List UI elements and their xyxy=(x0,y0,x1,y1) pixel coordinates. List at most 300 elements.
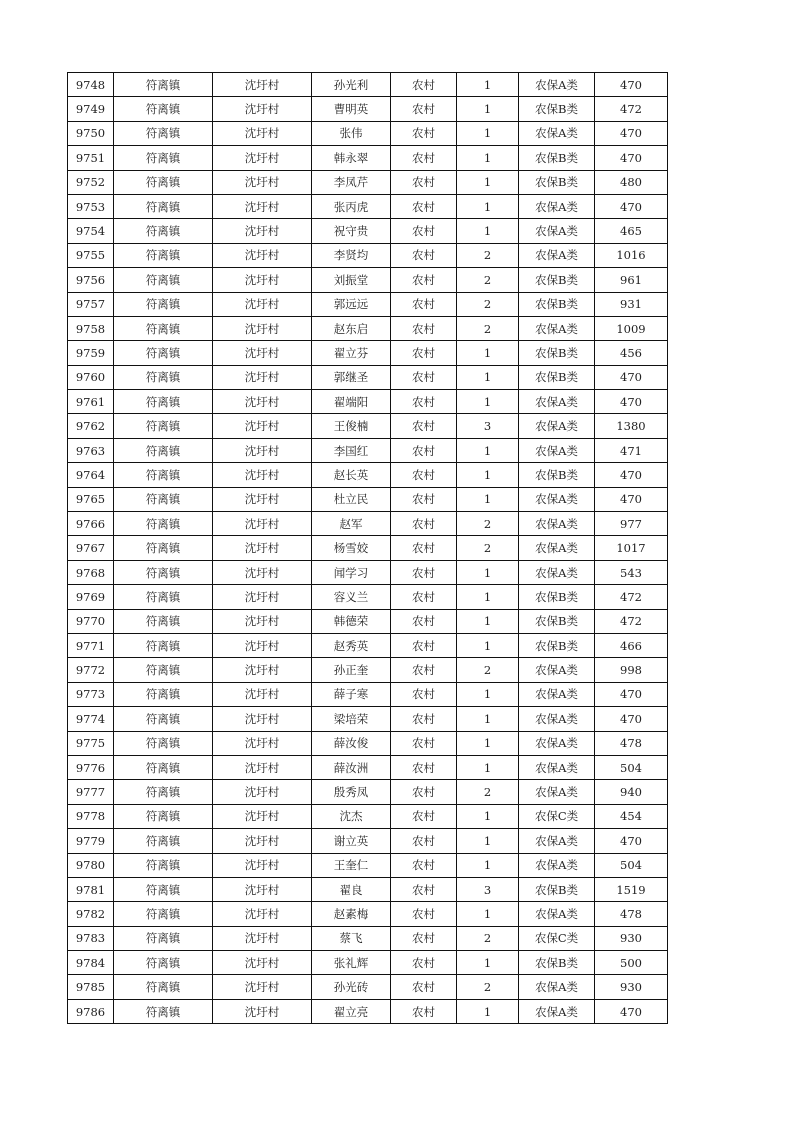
person-name-cell: 薛汝洲 xyxy=(312,755,391,779)
village-cell: 沈圩村 xyxy=(213,121,312,145)
person-name-cell: 赵素梅 xyxy=(312,902,391,926)
area-type-cell: 农村 xyxy=(391,902,457,926)
insurance-category-cell: 农保A类 xyxy=(519,194,595,218)
household-size-cell: 2 xyxy=(457,536,519,560)
amount-cell: 998 xyxy=(595,658,668,682)
town-cell: 符离镇 xyxy=(114,219,213,243)
row-number-cell: 9749 xyxy=(68,97,114,121)
row-number-cell: 9773 xyxy=(68,682,114,706)
town-cell: 符离镇 xyxy=(114,73,213,97)
household-size-cell: 1 xyxy=(457,829,519,853)
amount-cell: 1519 xyxy=(595,877,668,901)
row-number-cell: 9763 xyxy=(68,438,114,462)
insurance-category-cell: 农保A类 xyxy=(519,243,595,267)
person-name-cell: 郭远远 xyxy=(312,292,391,316)
person-name-cell: 李凤芹 xyxy=(312,170,391,194)
table-row xyxy=(68,999,668,1023)
table-row xyxy=(68,487,668,511)
amount-cell: 466 xyxy=(595,633,668,657)
table-row xyxy=(68,975,668,999)
table-row xyxy=(68,951,668,975)
area-type-cell: 农村 xyxy=(391,365,457,389)
household-size-cell: 1 xyxy=(457,560,519,584)
person-name-cell: 薛汝俊 xyxy=(312,731,391,755)
table-row xyxy=(68,438,668,462)
person-name-cell: 张丙虎 xyxy=(312,194,391,218)
insurance-category-cell: 农保A类 xyxy=(519,829,595,853)
table-row xyxy=(68,73,668,97)
area-type-cell: 农村 xyxy=(391,585,457,609)
town-cell: 符离镇 xyxy=(114,365,213,389)
row-number-cell: 9755 xyxy=(68,243,114,267)
amount-cell: 478 xyxy=(595,731,668,755)
town-cell: 符离镇 xyxy=(114,731,213,755)
household-size-cell: 1 xyxy=(457,633,519,657)
insurance-category-cell: 农保B类 xyxy=(519,268,595,292)
person-name-cell: 杨雪姣 xyxy=(312,536,391,560)
insurance-category-cell: 农保A类 xyxy=(519,731,595,755)
household-size-cell: 1 xyxy=(457,170,519,194)
person-name-cell: 刘振堂 xyxy=(312,268,391,292)
town-cell: 符离镇 xyxy=(114,268,213,292)
insurance-category-cell: 农保A类 xyxy=(519,438,595,462)
village-cell: 沈圩村 xyxy=(213,902,312,926)
amount-cell: 930 xyxy=(595,926,668,950)
area-type-cell: 农村 xyxy=(391,536,457,560)
area-type-cell: 农村 xyxy=(391,633,457,657)
amount-cell: 504 xyxy=(595,853,668,877)
row-number-cell: 9750 xyxy=(68,121,114,145)
person-name-cell: 孙光利 xyxy=(312,73,391,97)
village-cell: 沈圩村 xyxy=(213,292,312,316)
row-number-cell: 9777 xyxy=(68,780,114,804)
row-number-cell: 9761 xyxy=(68,390,114,414)
insurance-category-cell: 农保A类 xyxy=(519,902,595,926)
area-type-cell: 农村 xyxy=(391,804,457,828)
insurance-category-cell: 农保B类 xyxy=(519,951,595,975)
household-size-cell: 1 xyxy=(457,390,519,414)
area-type-cell: 农村 xyxy=(391,731,457,755)
row-number-cell: 9775 xyxy=(68,731,114,755)
household-size-cell: 1 xyxy=(457,97,519,121)
table-row xyxy=(68,902,668,926)
town-cell: 符离镇 xyxy=(114,463,213,487)
town-cell: 符离镇 xyxy=(114,146,213,170)
amount-cell: 470 xyxy=(595,73,668,97)
insurance-category-cell: 农保A类 xyxy=(519,316,595,340)
household-size-cell: 2 xyxy=(457,975,519,999)
table-row xyxy=(68,146,668,170)
town-cell: 符离镇 xyxy=(114,316,213,340)
village-cell: 沈圩村 xyxy=(213,731,312,755)
town-cell: 符离镇 xyxy=(114,707,213,731)
row-number-cell: 9757 xyxy=(68,292,114,316)
amount-cell: 470 xyxy=(595,194,668,218)
amount-cell: 977 xyxy=(595,512,668,536)
amount-cell: 500 xyxy=(595,951,668,975)
amount-cell: 1016 xyxy=(595,243,668,267)
table-row xyxy=(68,731,668,755)
person-name-cell: 赵军 xyxy=(312,512,391,536)
area-type-cell: 农村 xyxy=(391,780,457,804)
household-size-cell: 1 xyxy=(457,365,519,389)
village-cell: 沈圩村 xyxy=(213,463,312,487)
town-cell: 符离镇 xyxy=(114,633,213,657)
insurance-category-cell: 农保C类 xyxy=(519,926,595,950)
row-number-cell: 9767 xyxy=(68,536,114,560)
table-row xyxy=(68,658,668,682)
insurance-category-cell: 农保A类 xyxy=(519,512,595,536)
household-size-cell: 1 xyxy=(457,999,519,1023)
area-type-cell: 农村 xyxy=(391,512,457,536)
person-name-cell: 王俊楠 xyxy=(312,414,391,438)
amount-cell: 470 xyxy=(595,829,668,853)
village-cell: 沈圩村 xyxy=(213,73,312,97)
person-name-cell: 殷秀凤 xyxy=(312,780,391,804)
amount-cell: 470 xyxy=(595,390,668,414)
amount-cell: 471 xyxy=(595,438,668,462)
person-name-cell: 翟端阳 xyxy=(312,390,391,414)
area-type-cell: 农村 xyxy=(391,219,457,243)
insurance-category-cell: 农保B类 xyxy=(519,292,595,316)
person-name-cell: 祝守贵 xyxy=(312,219,391,243)
amount-cell: 480 xyxy=(595,170,668,194)
amount-cell: 1009 xyxy=(595,316,668,340)
village-cell: 沈圩村 xyxy=(213,341,312,365)
household-size-cell: 2 xyxy=(457,780,519,804)
insurance-category-cell: 农保B类 xyxy=(519,170,595,194)
village-cell: 沈圩村 xyxy=(213,97,312,121)
table-row xyxy=(68,194,668,218)
village-cell: 沈圩村 xyxy=(213,438,312,462)
person-name-cell: 赵东启 xyxy=(312,316,391,340)
area-type-cell: 农村 xyxy=(391,438,457,462)
town-cell: 符离镇 xyxy=(114,292,213,316)
row-number-cell: 9752 xyxy=(68,170,114,194)
person-name-cell: 张伟 xyxy=(312,121,391,145)
person-name-cell: 蔡飞 xyxy=(312,926,391,950)
table-row xyxy=(68,292,668,316)
household-size-cell: 3 xyxy=(457,414,519,438)
table-row xyxy=(68,463,668,487)
household-size-cell: 1 xyxy=(457,707,519,731)
insurance-category-cell: 农保A类 xyxy=(519,560,595,584)
row-number-cell: 9766 xyxy=(68,512,114,536)
village-cell: 沈圩村 xyxy=(213,194,312,218)
person-name-cell: 韩德荣 xyxy=(312,609,391,633)
town-cell: 符离镇 xyxy=(114,243,213,267)
insurance-category-cell: 农保B类 xyxy=(519,877,595,901)
row-number-cell: 9754 xyxy=(68,219,114,243)
town-cell: 符离镇 xyxy=(114,804,213,828)
household-size-cell: 2 xyxy=(457,658,519,682)
person-name-cell: 薛子寒 xyxy=(312,682,391,706)
row-number-cell: 9782 xyxy=(68,902,114,926)
town-cell: 符离镇 xyxy=(114,975,213,999)
table-row xyxy=(68,243,668,267)
household-size-cell: 1 xyxy=(457,341,519,365)
person-name-cell: 韩永翠 xyxy=(312,146,391,170)
household-size-cell: 2 xyxy=(457,926,519,950)
person-name-cell: 沈杰 xyxy=(312,804,391,828)
household-size-cell: 1 xyxy=(457,219,519,243)
amount-cell: 465 xyxy=(595,219,668,243)
town-cell: 符离镇 xyxy=(114,414,213,438)
village-cell: 沈圩村 xyxy=(213,951,312,975)
table-row xyxy=(68,829,668,853)
village-cell: 沈圩村 xyxy=(213,560,312,584)
village-cell: 沈圩村 xyxy=(213,365,312,389)
row-number-cell: 9776 xyxy=(68,755,114,779)
village-cell: 沈圩村 xyxy=(213,390,312,414)
person-name-cell: 翟良 xyxy=(312,877,391,901)
town-cell: 符离镇 xyxy=(114,487,213,511)
insurance-category-cell: 农保A类 xyxy=(519,121,595,145)
amount-cell: 472 xyxy=(595,585,668,609)
person-name-cell: 翟立芬 xyxy=(312,341,391,365)
village-cell: 沈圩村 xyxy=(213,975,312,999)
amount-cell: 930 xyxy=(595,975,668,999)
row-number-cell: 9774 xyxy=(68,707,114,731)
amount-cell: 454 xyxy=(595,804,668,828)
insurance-category-cell: 农保A类 xyxy=(519,536,595,560)
person-name-cell: 曹明英 xyxy=(312,97,391,121)
town-cell: 符离镇 xyxy=(114,926,213,950)
insurance-category-cell: 农保B类 xyxy=(519,365,595,389)
village-cell: 沈圩村 xyxy=(213,853,312,877)
town-cell: 符离镇 xyxy=(114,999,213,1023)
village-cell: 沈圩村 xyxy=(213,316,312,340)
area-type-cell: 农村 xyxy=(391,146,457,170)
amount-cell: 470 xyxy=(595,365,668,389)
row-number-cell: 9781 xyxy=(68,877,114,901)
insurance-category-cell: 农保A类 xyxy=(519,755,595,779)
row-number-cell: 9764 xyxy=(68,463,114,487)
town-cell: 符离镇 xyxy=(114,194,213,218)
town-cell: 符离镇 xyxy=(114,951,213,975)
household-size-cell: 2 xyxy=(457,292,519,316)
amount-cell: 478 xyxy=(595,902,668,926)
table-row xyxy=(68,853,668,877)
person-name-cell: 王奎仁 xyxy=(312,853,391,877)
village-cell: 沈圩村 xyxy=(213,707,312,731)
household-size-cell: 1 xyxy=(457,682,519,706)
insurance-category-cell: 农保A类 xyxy=(519,707,595,731)
area-type-cell: 农村 xyxy=(391,243,457,267)
village-cell: 沈圩村 xyxy=(213,755,312,779)
town-cell: 符离镇 xyxy=(114,560,213,584)
table-row xyxy=(68,585,668,609)
insurance-category-cell: 农保A类 xyxy=(519,975,595,999)
row-number-cell: 9786 xyxy=(68,999,114,1023)
insurance-category-cell: 农保C类 xyxy=(519,804,595,828)
row-number-cell: 9758 xyxy=(68,316,114,340)
table-row xyxy=(68,536,668,560)
row-number-cell: 9783 xyxy=(68,926,114,950)
insurance-category-cell: 农保B类 xyxy=(519,341,595,365)
town-cell: 符离镇 xyxy=(114,536,213,560)
insurance-category-cell: 农保B类 xyxy=(519,609,595,633)
village-cell: 沈圩村 xyxy=(213,414,312,438)
insurance-category-cell: 农保B类 xyxy=(519,585,595,609)
row-number-cell: 9751 xyxy=(68,146,114,170)
village-cell: 沈圩村 xyxy=(213,829,312,853)
village-cell: 沈圩村 xyxy=(213,609,312,633)
town-cell: 符离镇 xyxy=(114,877,213,901)
insurance-category-cell: 农保A类 xyxy=(519,999,595,1023)
insurance-category-cell: 农保A类 xyxy=(519,390,595,414)
person-name-cell: 孙光砖 xyxy=(312,975,391,999)
village-cell: 沈圩村 xyxy=(213,536,312,560)
row-number-cell: 9748 xyxy=(68,73,114,97)
row-number-cell: 9768 xyxy=(68,560,114,584)
area-type-cell: 农村 xyxy=(391,560,457,584)
person-name-cell: 谢立英 xyxy=(312,829,391,853)
village-cell: 沈圩村 xyxy=(213,243,312,267)
person-name-cell: 闻学习 xyxy=(312,560,391,584)
insurance-category-cell: 农保A类 xyxy=(519,658,595,682)
insurance-category-cell: 农保A类 xyxy=(519,780,595,804)
area-type-cell: 农村 xyxy=(391,194,457,218)
amount-cell: 470 xyxy=(595,682,668,706)
allowance-table xyxy=(67,72,668,1024)
row-number-cell: 9770 xyxy=(68,609,114,633)
village-cell: 沈圩村 xyxy=(213,512,312,536)
town-cell: 符离镇 xyxy=(114,512,213,536)
amount-cell: 472 xyxy=(595,97,668,121)
row-number-cell: 9780 xyxy=(68,853,114,877)
area-type-cell: 农村 xyxy=(391,463,457,487)
table-row xyxy=(68,609,668,633)
household-size-cell: 3 xyxy=(457,877,519,901)
town-cell: 符离镇 xyxy=(114,438,213,462)
area-type-cell: 农村 xyxy=(391,926,457,950)
person-name-cell: 容义兰 xyxy=(312,585,391,609)
row-number-cell: 9759 xyxy=(68,341,114,365)
area-type-cell: 农村 xyxy=(391,951,457,975)
amount-cell: 543 xyxy=(595,560,668,584)
household-size-cell: 1 xyxy=(457,73,519,97)
town-cell: 符离镇 xyxy=(114,609,213,633)
row-number-cell: 9784 xyxy=(68,951,114,975)
area-type-cell: 农村 xyxy=(391,975,457,999)
town-cell: 符离镇 xyxy=(114,853,213,877)
household-size-cell: 2 xyxy=(457,316,519,340)
table-row xyxy=(68,633,668,657)
town-cell: 符离镇 xyxy=(114,658,213,682)
household-size-cell: 1 xyxy=(457,585,519,609)
table-row xyxy=(68,365,668,389)
area-type-cell: 农村 xyxy=(391,487,457,511)
insurance-category-cell: 农保A类 xyxy=(519,73,595,97)
household-size-cell: 1 xyxy=(457,731,519,755)
village-cell: 沈圩村 xyxy=(213,268,312,292)
household-size-cell: 2 xyxy=(457,243,519,267)
household-size-cell: 1 xyxy=(457,609,519,633)
amount-cell: 470 xyxy=(595,146,668,170)
household-size-cell: 1 xyxy=(457,755,519,779)
row-number-cell: 9762 xyxy=(68,414,114,438)
area-type-cell: 农村 xyxy=(391,658,457,682)
amount-cell: 470 xyxy=(595,999,668,1023)
village-cell: 沈圩村 xyxy=(213,585,312,609)
amount-cell: 504 xyxy=(595,755,668,779)
row-number-cell: 9772 xyxy=(68,658,114,682)
town-cell: 符离镇 xyxy=(114,755,213,779)
household-size-cell: 1 xyxy=(457,804,519,828)
town-cell: 符离镇 xyxy=(114,682,213,706)
person-name-cell: 郭继圣 xyxy=(312,365,391,389)
table-row xyxy=(68,804,668,828)
household-size-cell: 2 xyxy=(457,268,519,292)
amount-cell: 940 xyxy=(595,780,668,804)
amount-cell: 470 xyxy=(595,463,668,487)
amount-cell: 961 xyxy=(595,268,668,292)
row-number-cell: 9779 xyxy=(68,829,114,853)
village-cell: 沈圩村 xyxy=(213,146,312,170)
table-row xyxy=(68,219,668,243)
town-cell: 符离镇 xyxy=(114,341,213,365)
amount-cell: 470 xyxy=(595,707,668,731)
area-type-cell: 农村 xyxy=(391,73,457,97)
area-type-cell: 农村 xyxy=(391,268,457,292)
area-type-cell: 农村 xyxy=(391,609,457,633)
household-size-cell: 1 xyxy=(457,487,519,511)
person-name-cell: 孙正奎 xyxy=(312,658,391,682)
insurance-category-cell: 农保A类 xyxy=(519,414,595,438)
area-type-cell: 农村 xyxy=(391,829,457,853)
row-number-cell: 9756 xyxy=(68,268,114,292)
village-cell: 沈圩村 xyxy=(213,219,312,243)
village-cell: 沈圩村 xyxy=(213,487,312,511)
area-type-cell: 农村 xyxy=(391,341,457,365)
person-name-cell: 翟立亮 xyxy=(312,999,391,1023)
town-cell: 符离镇 xyxy=(114,585,213,609)
area-type-cell: 农村 xyxy=(391,682,457,706)
insurance-category-cell: 农保A类 xyxy=(519,219,595,243)
person-name-cell: 李贤均 xyxy=(312,243,391,267)
table-row xyxy=(68,268,668,292)
amount-cell: 470 xyxy=(595,487,668,511)
village-cell: 沈圩村 xyxy=(213,633,312,657)
row-number-cell: 9771 xyxy=(68,633,114,657)
amount-cell: 931 xyxy=(595,292,668,316)
insurance-category-cell: 农保A类 xyxy=(519,853,595,877)
area-type-cell: 农村 xyxy=(391,97,457,121)
amount-cell: 472 xyxy=(595,609,668,633)
town-cell: 符离镇 xyxy=(114,390,213,414)
area-type-cell: 农村 xyxy=(391,316,457,340)
table-row xyxy=(68,560,668,584)
area-type-cell: 农村 xyxy=(391,853,457,877)
insurance-category-cell: 农保A类 xyxy=(519,487,595,511)
area-type-cell: 农村 xyxy=(391,121,457,145)
row-number-cell: 9765 xyxy=(68,487,114,511)
table-row xyxy=(68,121,668,145)
household-size-cell: 1 xyxy=(457,194,519,218)
table-row xyxy=(68,755,668,779)
town-cell: 符离镇 xyxy=(114,170,213,194)
village-cell: 沈圩村 xyxy=(213,658,312,682)
table-row xyxy=(68,682,668,706)
household-size-cell: 1 xyxy=(457,951,519,975)
person-name-cell: 梁培荣 xyxy=(312,707,391,731)
insurance-category-cell: 农保B类 xyxy=(519,97,595,121)
village-cell: 沈圩村 xyxy=(213,877,312,901)
town-cell: 符离镇 xyxy=(114,97,213,121)
amount-cell: 456 xyxy=(595,341,668,365)
insurance-category-cell: 农保B类 xyxy=(519,633,595,657)
